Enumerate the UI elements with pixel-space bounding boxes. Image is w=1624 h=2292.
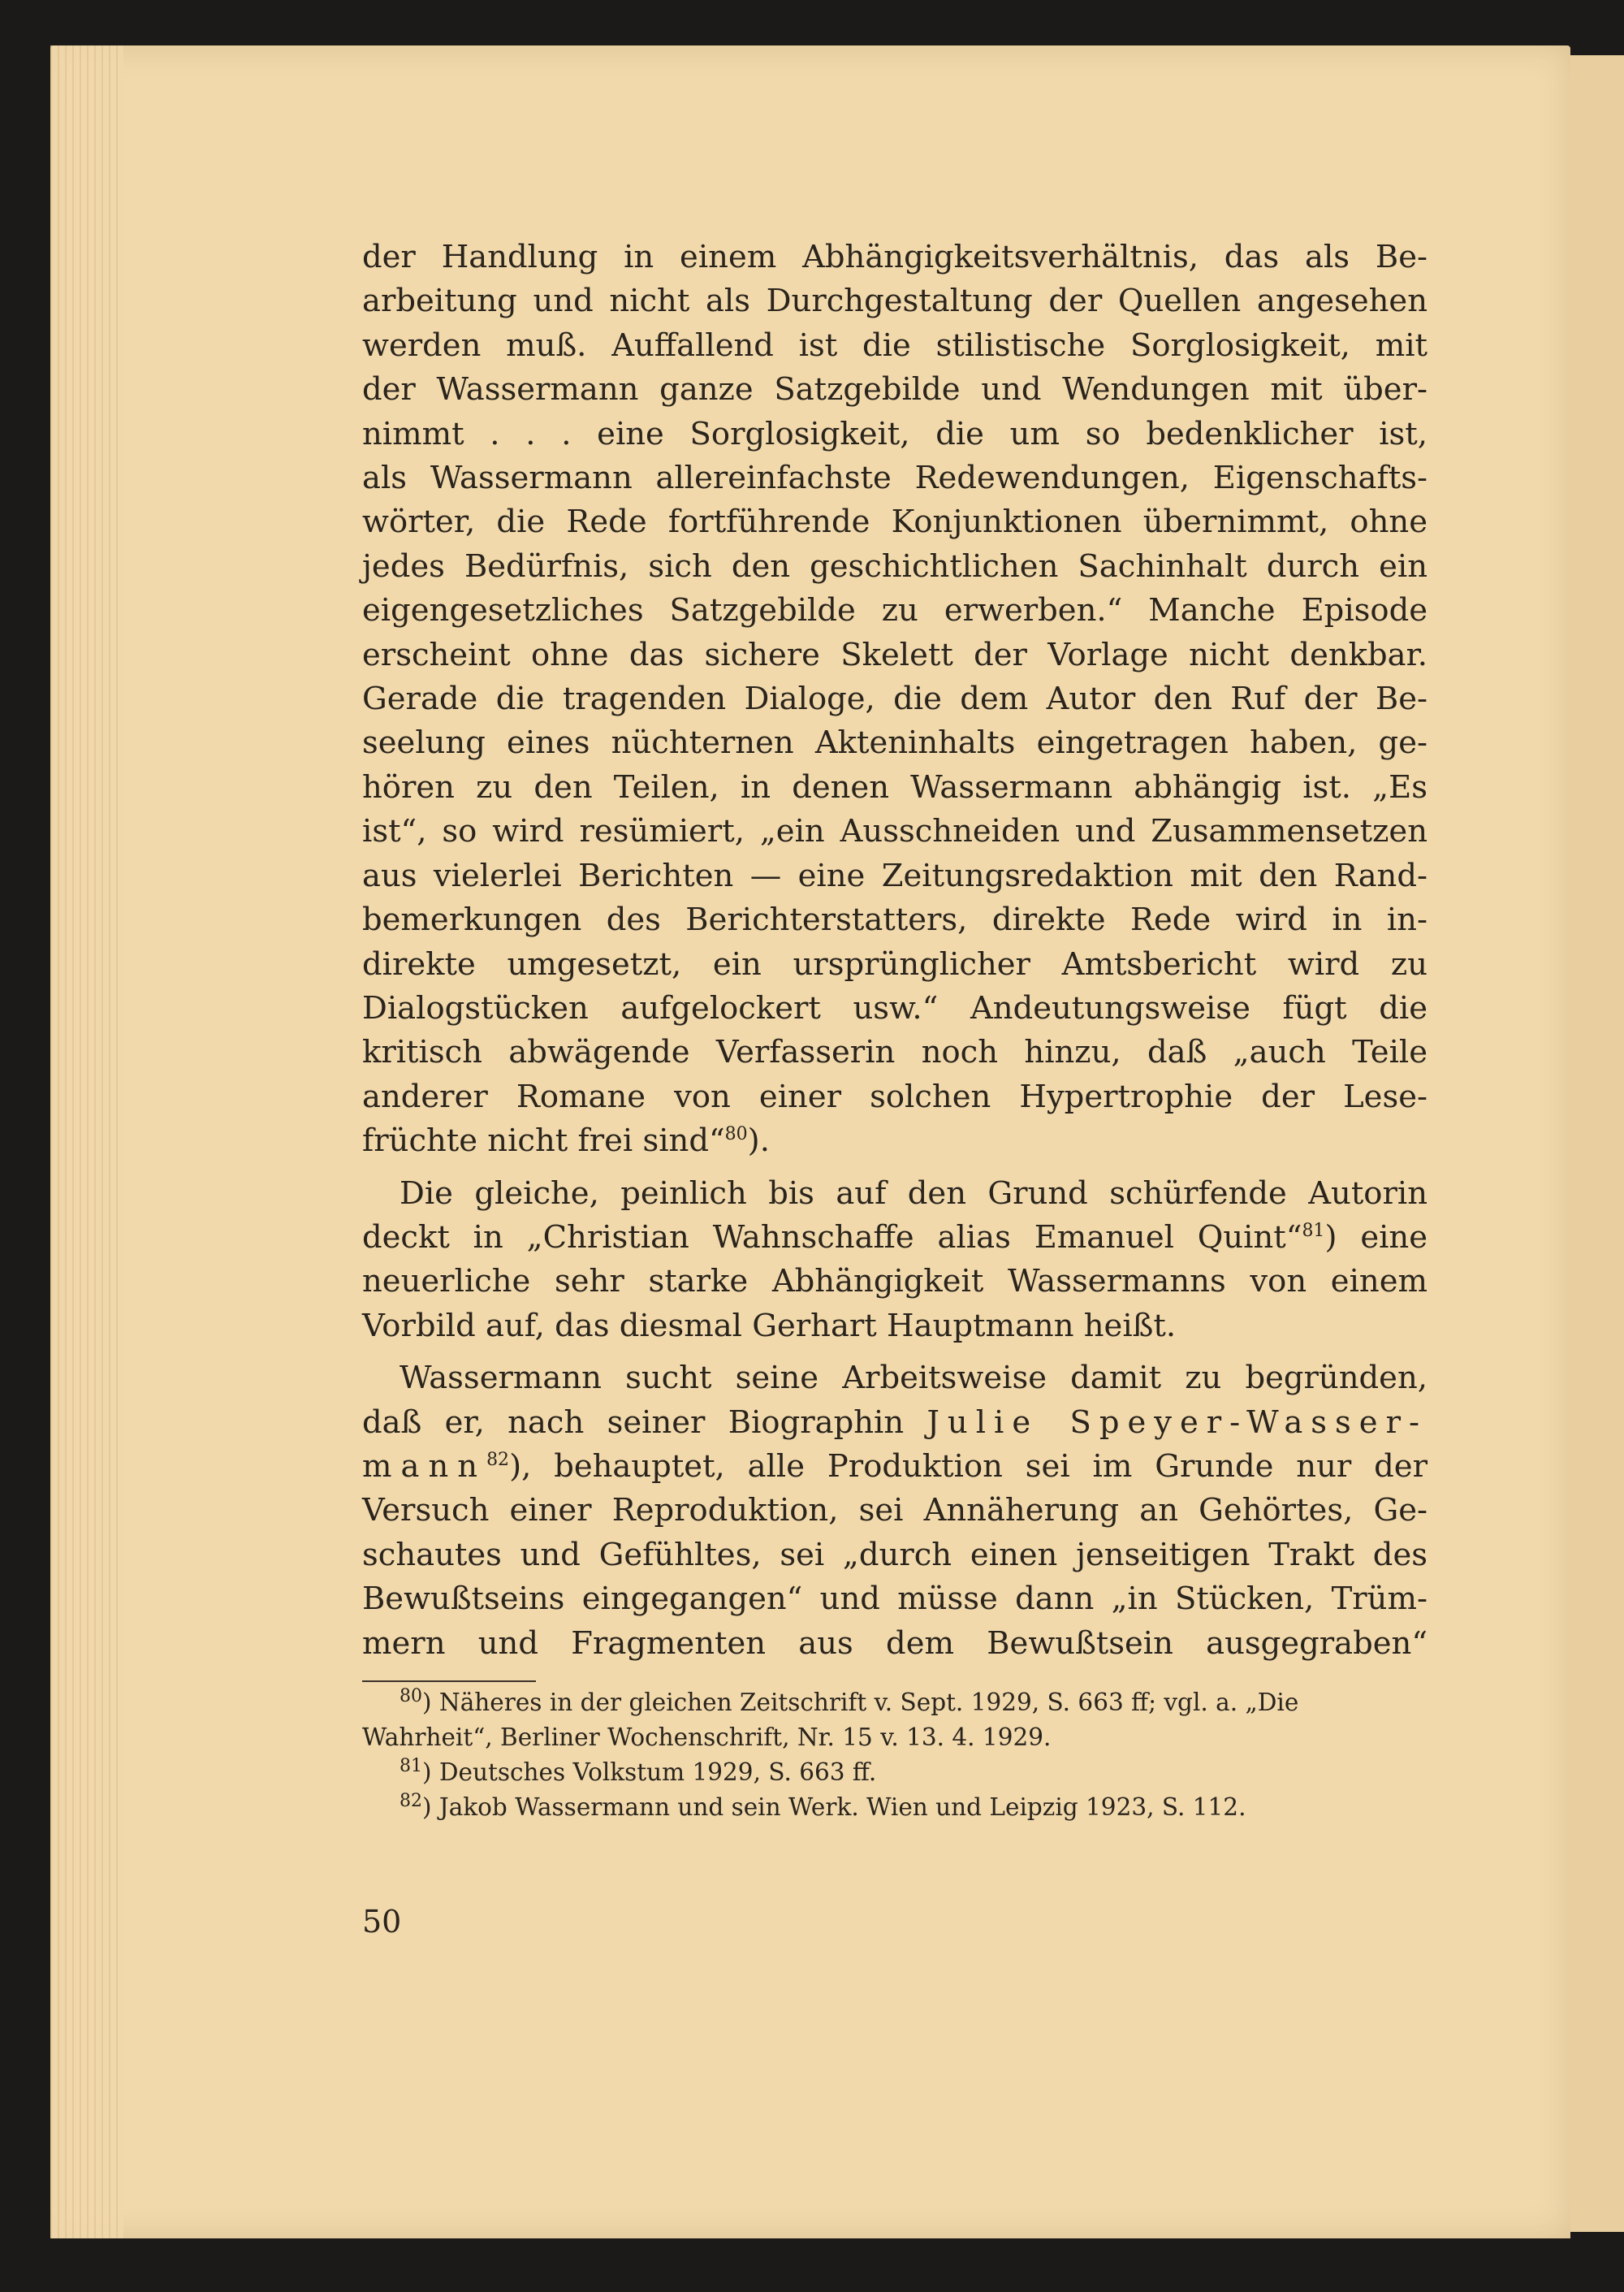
text-line: wörter, die Rede fortführende Konjunktionen übernimmt, ohne: [362, 504, 1427, 541]
text-line: ist“, so wird resümiert, „ein Ausschneiden und Zusammensetzen: [362, 813, 1427, 850]
text-line: der Wassermann ganze Satzgebilde und Wendungen mit über-: [362, 371, 1427, 409]
footnote-text: ) Deutsches Volkstum 1929, S. 663 ff.: [422, 1758, 877, 1786]
text-line: kritisch abwägende Verfasserin noch hinzu, daß „auch Teile: [362, 1034, 1427, 1071]
text-line: als Wassermann allereinfachste Redewendungen, Eigenschafts-: [362, 460, 1427, 497]
text-line: Die gleiche, peinlich bis auf den Grund schürfende Autorin: [400, 1174, 1427, 1212]
footnote-ref-80[interactable]: 80: [724, 1124, 748, 1145]
text: ) eine: [1324, 1218, 1427, 1256]
text-line: nimmt . . . eine Sorglosigkeit, die um so bedenklicher ist,: [362, 415, 1427, 452]
text-line: [362, 1401, 1427, 1445]
footnote-number: 82: [400, 1791, 422, 1812]
text-line: Dialogstücken aufgelockert usw.“ Andeutungsweise fügt die: [362, 989, 1427, 1027]
footnote-ref-81[interactable]: 81: [1302, 1221, 1325, 1242]
text-line: eigengesetzliches Satzgebilde zu erwerben.“ Manche Episode: [362, 592, 1427, 629]
footnote-number: 81: [400, 1756, 422, 1777]
footnotes: [362, 1685, 1427, 1825]
page-number: 50: [362, 1904, 402, 1940]
text-line: Gerade die tragenden Dialoge, die dem Autor den Ruf der Be-: [362, 681, 1427, 718]
page-stack-edges: [50, 45, 123, 2238]
text: daß er, nach seiner Biographin: [362, 1403, 927, 1441]
paragraph-1: [362, 236, 1427, 1164]
footnote-ref-82[interactable]: 82: [486, 1450, 510, 1471]
text: früchte nicht frei sind“: [362, 1122, 725, 1160]
text-line: bemerkungen des Berichterstatters, direkte Rede wird in in-: [362, 902, 1427, 939]
text-line: der Handlung in einem Abhängigkeitsverhältnis, das als Be-: [362, 239, 1427, 275]
author-name-spaced: Julie Speyer-Wasser-: [926, 1403, 1427, 1441]
adjacent-page-edge: [1567, 55, 1624, 2232]
text-line: jedes Bedürfnis, sich den geschichtlichen Sachinhalt durch ein: [362, 547, 1427, 585]
text-line: [362, 1216, 1427, 1260]
text-line: anderer Romane von einer solchen Hypertrophie der Lese-: [362, 1078, 1427, 1115]
text-line: arbeitung und nicht als Durchgestaltung der Quellen angesehen: [362, 283, 1427, 320]
text-line-last: [362, 1119, 1427, 1163]
footnote-82: [362, 1790, 1427, 1825]
text-line: schautes und Gefühltes, sei „durch einen jenseitigen Trakt des: [362, 1536, 1427, 1573]
paragraph-2: [362, 1172, 1427, 1349]
text-line: Wassermann sucht seine Arbeitsweise damit zu begründen,: [400, 1360, 1427, 1397]
footnote-number: 80: [400, 1686, 422, 1707]
footnote-81: [362, 1755, 1427, 1790]
footnote-80: [362, 1685, 1427, 1755]
text-line: Vorbild auf, das diesmal Gerhart Hauptmann heißt.: [362, 1307, 1177, 1344]
text: ), behauptet, alle Produktion sei im Grunde nur der: [509, 1447, 1427, 1485]
text-line: erscheint ohne das sichere Skelett der Vorlage nicht denkbar.: [362, 636, 1427, 673]
text: ).: [747, 1122, 770, 1160]
footnote-text: ) Jakob Wassermann und sein Werk. Wien und Leipzig 1923, S. 112.: [422, 1793, 1246, 1821]
text-line: Bewußtseins eingegangen“ und müsse dann „in Stücken, Trüm-: [362, 1581, 1427, 1618]
text-line: aus vielerlei Berichten — eine Zeitungsredaktion mit den Rand-: [362, 857, 1427, 894]
body-text: [362, 236, 1427, 1825]
text-line: seelung eines nüchternen Akteninhalts eingetragen haben, ge-: [362, 724, 1427, 762]
text-line: direkte umgesetzt, ein ursprünglicher Amtsbericht wird zu: [362, 945, 1427, 983]
text-line: Versuch einer Reproduktion, sei Annäherung an Gehörtes, Ge-: [362, 1492, 1427, 1529]
text-line: neuerliche sehr starke Abhängigkeit Wassermanns von einem: [362, 1263, 1427, 1300]
text: deckt in „Christian Wahnschaffe alias Emanuel Quint“: [362, 1218, 1302, 1256]
footnote-text: ) Näheres in der gleichen Zeitschrift v. Sept. 1929, S. 663 ff; vgl. a. „Die Wahrheit“, Berliner Wochenschrift, Nr. 15 v. 13. 4. 1929.: [362, 1689, 1299, 1751]
text-line: werden muß. Auffallend ist die stilistische Sorglosigkeit, mit: [362, 327, 1427, 364]
paragraph-3: [362, 1356, 1427, 1666]
author-name-spaced: mann: [362, 1447, 487, 1485]
text-line: mern und Fragmenten aus dem Bewußtsein ausgegraben“: [362, 1624, 1427, 1662]
text-line: [362, 1445, 1427, 1489]
text-line: hören zu den Teilen, in denen Wassermann abhängig ist. „Es: [362, 768, 1427, 806]
footnote-divider: [362, 1680, 536, 1682]
